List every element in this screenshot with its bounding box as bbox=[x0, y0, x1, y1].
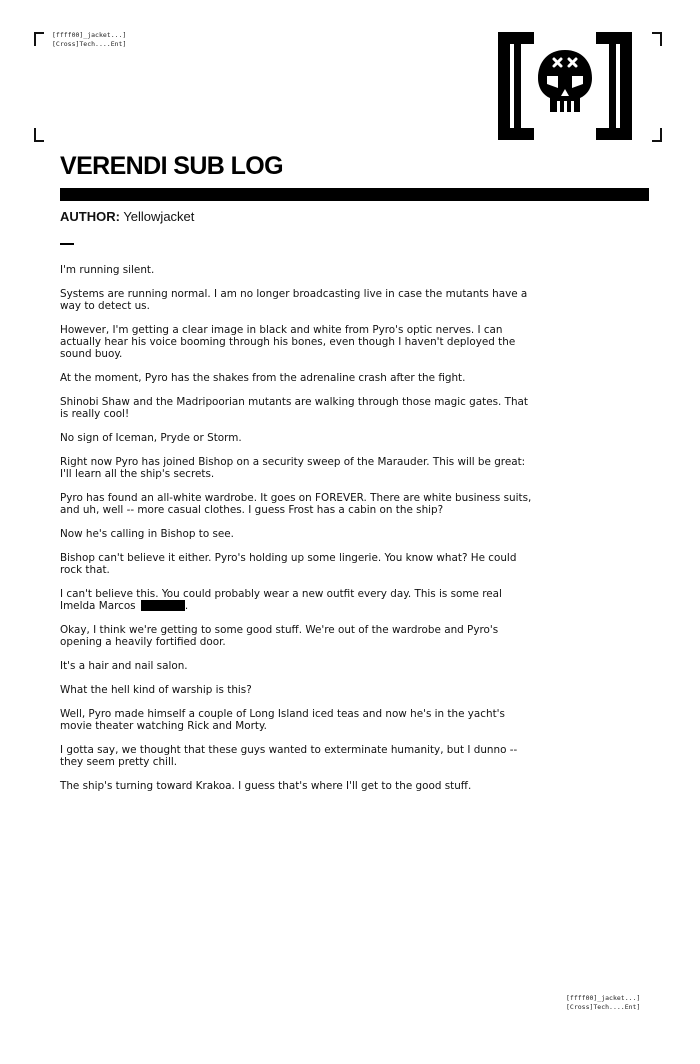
author-label: AUTHOR: bbox=[60, 209, 120, 224]
log-paragraph-redacted bbox=[60, 588, 534, 612]
header-tag-line2: [Cross]Tech....Ent] bbox=[52, 40, 127, 48]
corner-bracket-top-left bbox=[34, 32, 44, 46]
log-paragraph: Okay, I think we're getting to some good stuff. We're out of the wardrobe and Pyro's opening a heavily fortified door. bbox=[60, 624, 499, 648]
title-rule bbox=[60, 188, 649, 201]
log-paragraph: I'm running silent. bbox=[60, 264, 155, 276]
page-title: VERENDI SUB LOG bbox=[60, 152, 283, 180]
log-paragraph: What the hell kind of warship is this? bbox=[60, 684, 252, 696]
log-paragraph: However, I'm getting a clear image in black and white from Pyro's optic nerves. I can actually hear his voice booming through his bones, even though I haven't deployed the sound buoy. bbox=[60, 324, 516, 360]
log-paragraph: At the moment, Pyro has the shakes from the adrenaline crash after the fight. bbox=[60, 372, 466, 384]
redaction-suffix: . bbox=[184, 600, 189, 612]
corner-bracket-top-right bbox=[652, 32, 662, 46]
footer-tag-line1: [ffff00]_jacket...] bbox=[566, 994, 641, 1002]
footer-tag-line2: [Cross]Tech....Ent] bbox=[566, 1003, 641, 1011]
log-paragraph: I gotta say, we thought that these guys wanted to exterminate humanity, but I dunno -- they seem pretty chill. bbox=[60, 744, 518, 768]
log-paragraph: Shinobi Shaw and the Madripoorian mutants are walking through those magic gates. That is really cool! bbox=[60, 396, 528, 420]
log-paragraph-text: I can't believe this. You could probably wear a new outfit every day. This is some real Imelda Marcos bbox=[60, 588, 502, 612]
corner-bracket-bottom-right bbox=[652, 128, 662, 142]
skull-x-logo bbox=[498, 32, 648, 140]
footer-tag bbox=[566, 994, 640, 1012]
log-paragraph: No sign of Iceman, Pryde or Storm. bbox=[60, 432, 242, 444]
header-tag-line1: [ffff00]_jacket...] bbox=[52, 31, 127, 39]
log-paragraph: Pyro has found an all-white wardrobe. It goes on FOREVER. There are white business suits, and uh, well -- more casual clothes. I guess Frost has a cabin on the ship? bbox=[60, 492, 532, 516]
header-tag bbox=[52, 31, 126, 49]
author-line bbox=[60, 209, 194, 224]
log-paragraph: Bishop can't believe it either. Pyro's holding up some lingerie. You know what? He could rock that. bbox=[60, 552, 517, 576]
log-paragraph: Systems are running normal. I am no longer broadcasting live in case the mutants have a way to detect us. bbox=[60, 288, 528, 312]
log-paragraph: Now he's calling in Bishop to see. bbox=[60, 528, 234, 540]
corner-bracket-bottom-left bbox=[34, 128, 44, 142]
log-body bbox=[60, 264, 534, 804]
log-paragraph: It's a hair and nail salon. bbox=[60, 660, 188, 672]
log-paragraph: Right now Pyro has joined Bishop on a security sweep of the Marauder. This will be great: I'll learn all the ship's secrets. bbox=[60, 456, 526, 480]
skull-x-icon bbox=[538, 50, 592, 112]
log-paragraph: The ship's turning toward Krakoa. I guess that's where I'll get to the good stuff. bbox=[60, 780, 472, 792]
log-paragraph: Well, Pyro made himself a couple of Long Island iced teas and now he's in the yacht's movie theater watching Rick and Morty. bbox=[60, 708, 505, 732]
author-name: Yellowjacket bbox=[123, 209, 195, 224]
section-dash bbox=[60, 243, 74, 245]
redaction-bar bbox=[141, 600, 185, 611]
